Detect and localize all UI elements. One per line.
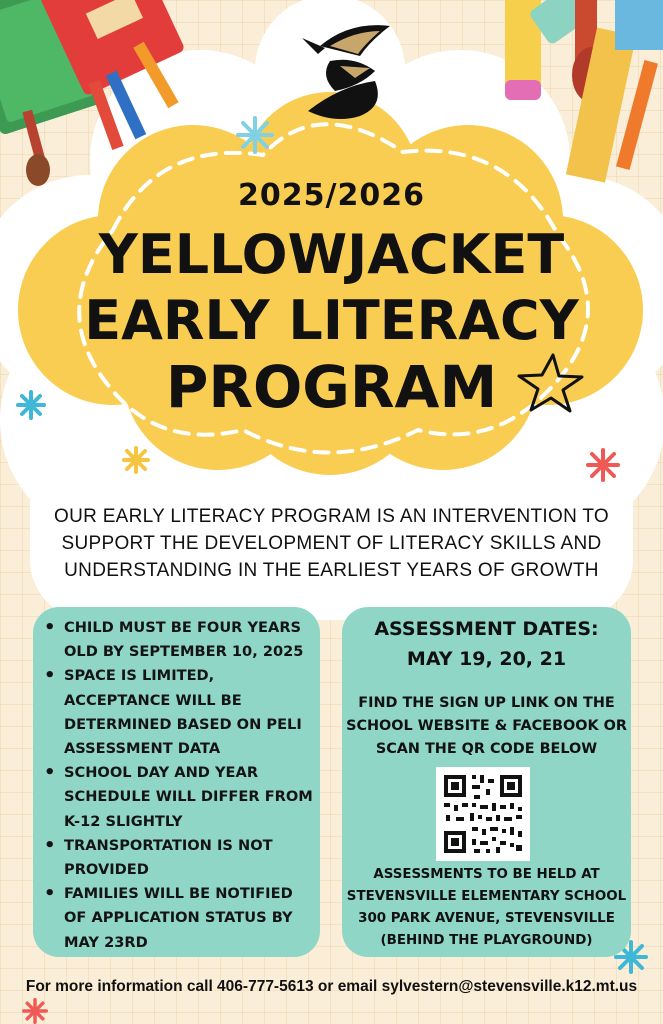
location-line: STEVENSVILLE ELEMENTARY SCHOOL [346, 889, 627, 904]
assessment-dates: MAY 19, 20, 21 [406, 648, 567, 670]
signup-line: SCHOOL WEBSITE & FACEBOOK OR [346, 718, 627, 734]
program-description: OUR EARLY LITERACY PROGRAM IS AN INTERVENTION TO SUPPORT THE DEVELOPMENT OF LITERACY SKILLS AND UNDERSTANDING IN THE EARLIEST YEARS OF GROWTH [54, 506, 609, 581]
yellowjacket-icon [300, 16, 400, 124]
qr-code-graphic [436, 767, 530, 861]
location-line: (BEHIND THE PLAYGROUND) [380, 933, 593, 948]
list-item: • TRANSPORTATION IS NOT PROVIDED [42, 834, 318, 882]
sparkle-icon [122, 446, 150, 474]
assessment-location [342, 864, 631, 952]
signup-instructions [342, 692, 631, 761]
title-line-3: PROGRAM [165, 353, 498, 421]
program-year: 2025/2026 [238, 178, 425, 213]
list-item: • SPACE IS LIMITED, ACCEPTANCE WILL BE DETERMINED BASED ON PELI ASSESSMENT DATA [42, 664, 318, 761]
requirements-list [42, 616, 318, 955]
location-line: 300 PARK AVENUE, STEVENSVILLE [358, 911, 615, 926]
signup-line: SCAN THE QR CODE BELOW [375, 741, 598, 757]
title-line-2: EARLY LITERACY [84, 289, 579, 352]
list-item: • SCHOOL DAY AND YEAR SCHEDULE WILL DIFFER FROM K-12 SLIGHTLY [42, 761, 318, 834]
title-line-1: YELLOWJACKET [98, 223, 565, 286]
list-item: • CHILD MUST BE FOUR YEARS OLD BY SEPTEMBER 10, 2025 [42, 616, 318, 664]
qr-code-icon[interactable] [436, 767, 530, 861]
signup-line: FIND THE SIGN UP LINK ON THE [358, 695, 615, 711]
sparkle-icon [586, 448, 620, 482]
assessment-title: ASSESSMENT DATES: [374, 618, 599, 640]
contact-footer: For more information call 406-777-5613 or email sylvestern@stevensville.k12.mt.us [25, 978, 638, 995]
location-line: ASSESSMENTS TO BE HELD AT [373, 867, 600, 882]
sparkle-icon [236, 116, 274, 154]
sparkle-icon [20, 998, 50, 1024]
list-item: • FAMILIES WILL BE NOTIFIED OF APPLICATION STATUS BY MAY 23RD [42, 882, 318, 955]
